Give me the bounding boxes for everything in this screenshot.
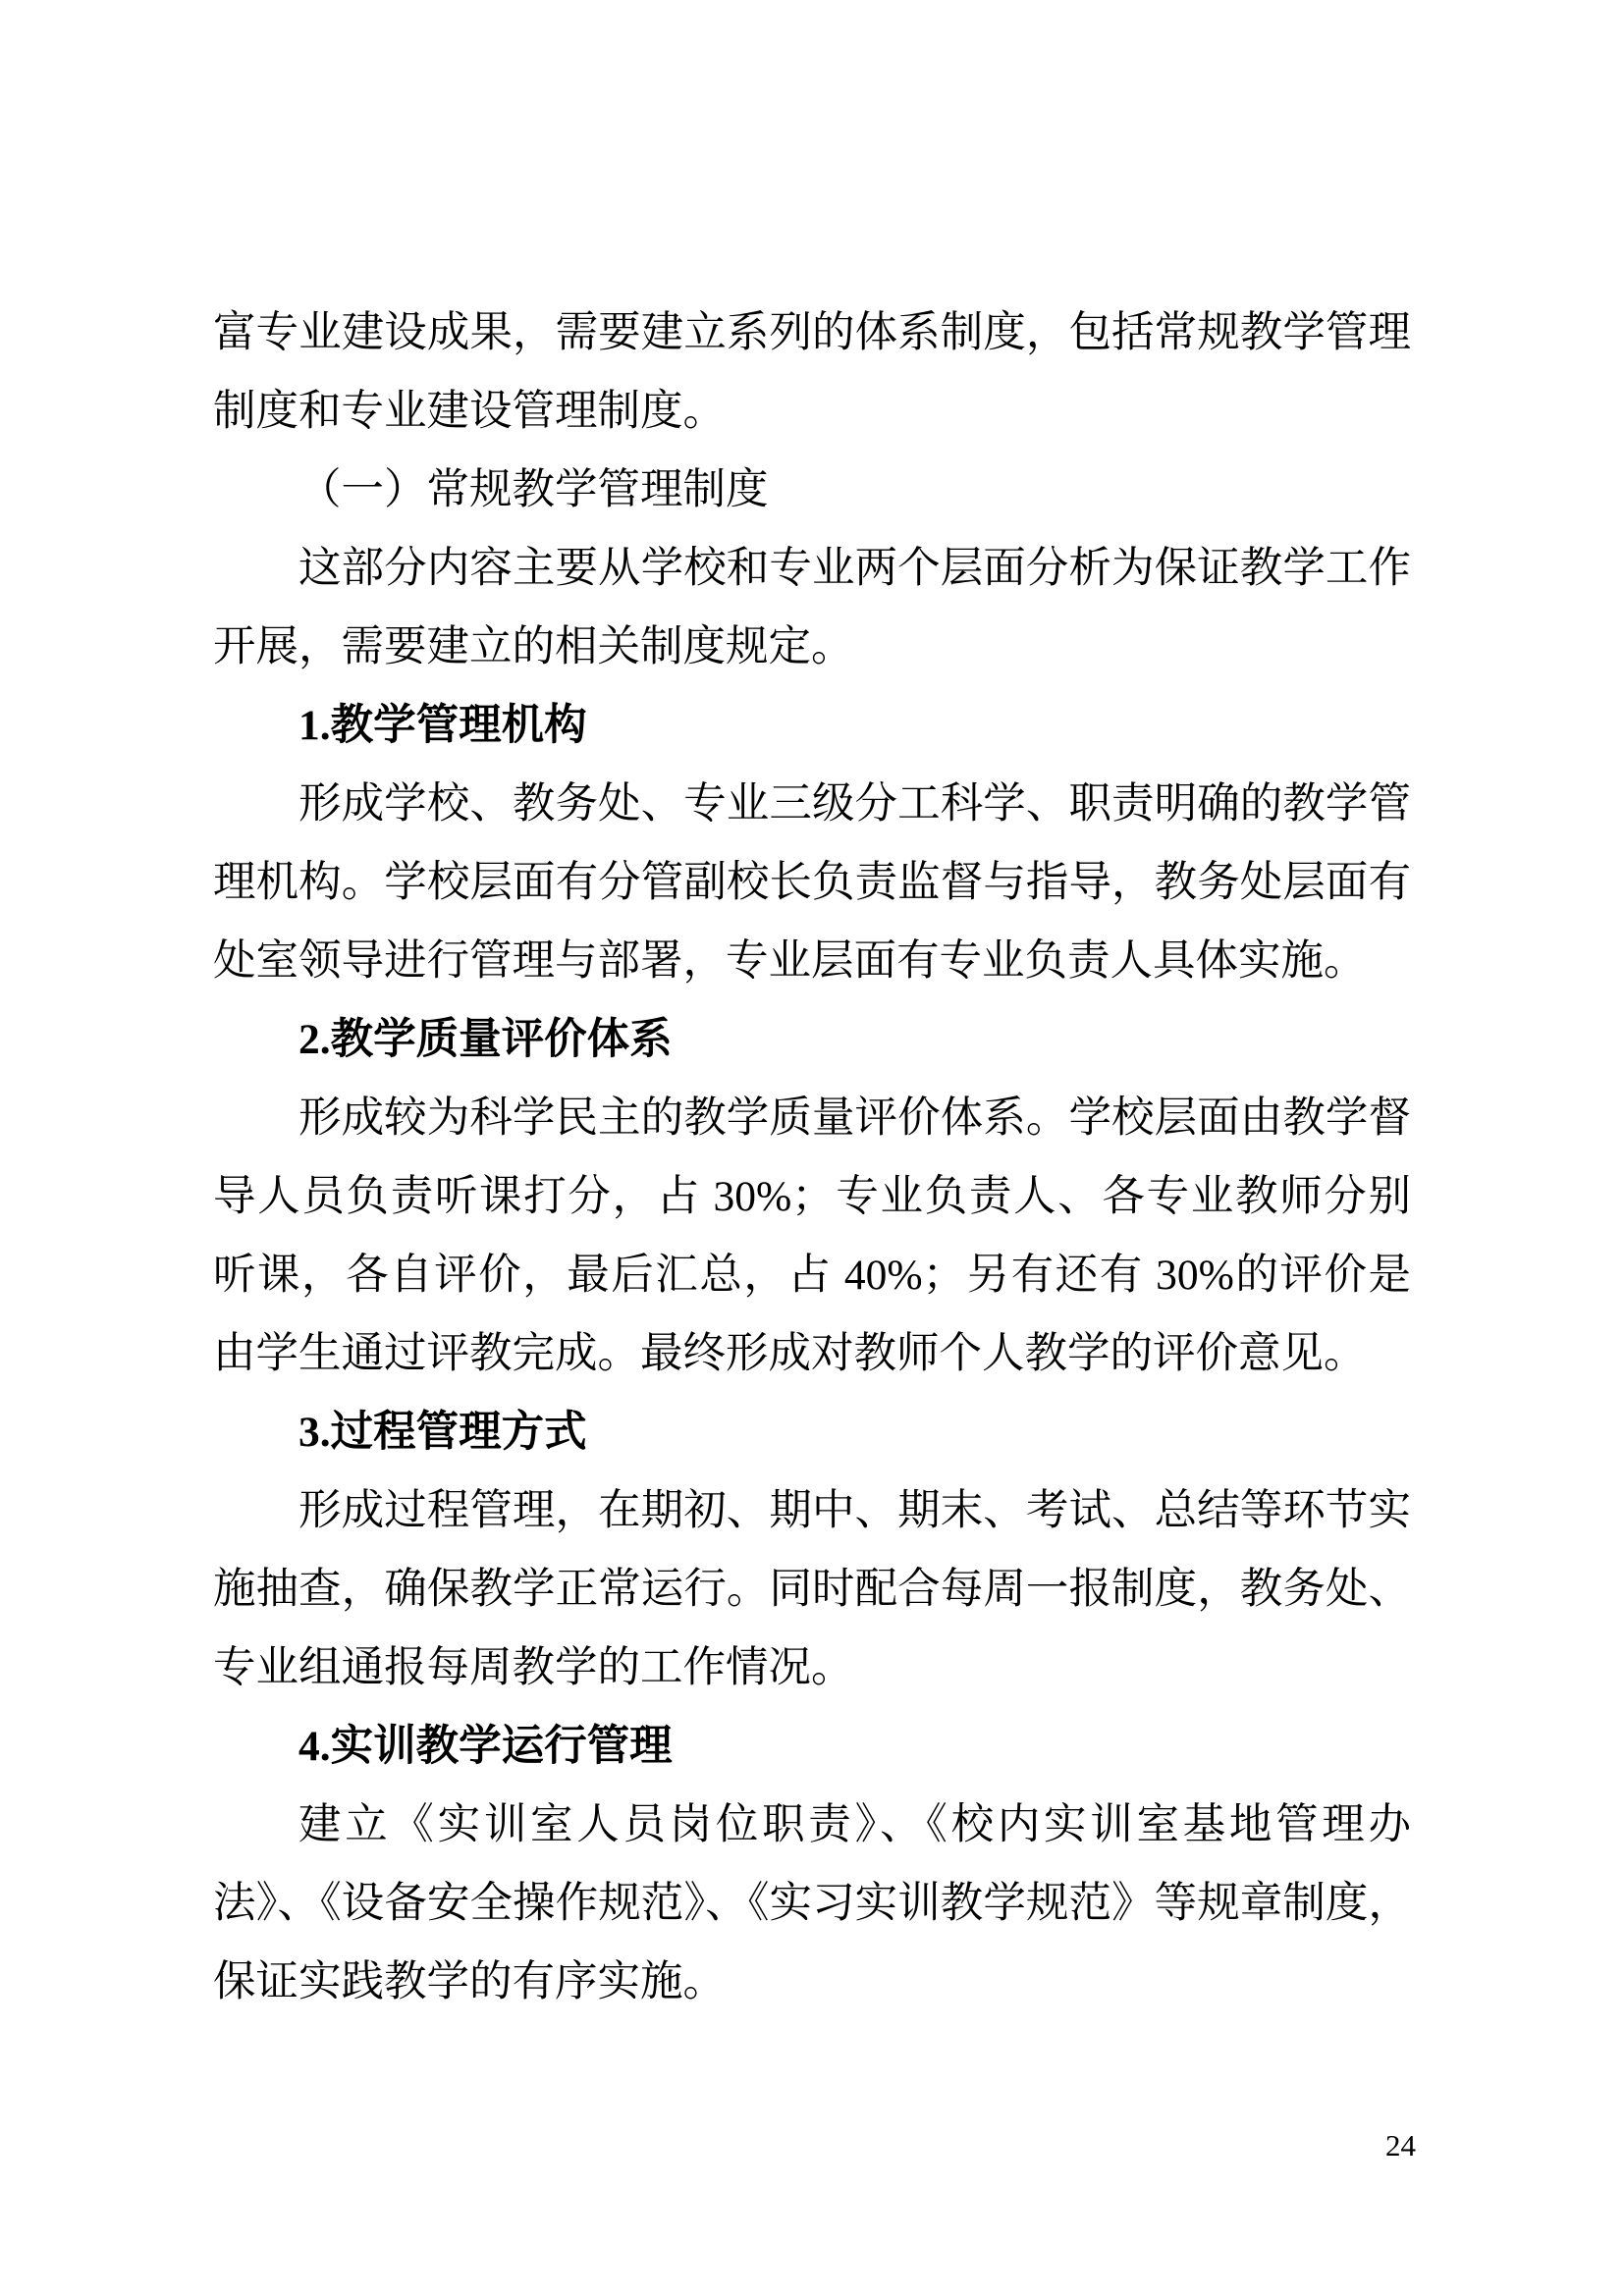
document-content	[213, 294, 1411, 2021]
sub-heading-4-practical-training-management: 4.实训教学运行管理	[298, 1723, 673, 1770]
sub-heading-3-process-management: 3.过程管理方式	[298, 1409, 587, 1456]
sub-heading-1-teaching-management-structure: 1.教学管理机构	[298, 702, 587, 749]
sub-heading-2-quality-evaluation-system: 2.教学质量评价体系	[298, 1016, 673, 1063]
paragraph-process-management: 形成过程管理，在期初、期中、期末、考试、总结等环节实施抽查，确保教学正常运行。同时配合每周一报制度，教务处、专业组通报每周教学的工作情况。	[213, 1487, 1411, 1691]
paragraph-intro: 这部分内容主要从学校和专业两个层面分析为保证教学工作开展，需要建立的相关制度规定。	[213, 545, 1411, 670]
paragraph-continued: 富专业建设成果，需要建立系列的体系制度，包括常规教学管理制度和专业建设管理制度。	[213, 309, 1411, 435]
paragraph-practical-training-management: 建立《实训室人员岗位职责》、《校内实训室基地管理办法》、《设备安全操作规范》、《实习实训教学规范》等规章制度，保证实践教学的有序实施。	[213, 1801, 1411, 2005]
section-heading-1: （一）常规教学管理制度	[298, 466, 769, 513]
page-number: 24	[1385, 2128, 1416, 2163]
paragraph-teaching-management-structure: 形成学校、教务处、专业三级分工科学、职责明确的教学管理机构。学校层面有分管副校长负责监督与指导，教务处层面有处室领导进行管理与部署，专业层面有专业负责人具体实施。	[213, 780, 1411, 985]
paragraph-quality-evaluation-system: 形成较为科学民主的教学质量评价体系。学校层面由教学督导人员负责听课打分，占 30%；专业负责人、各专业教师分别听课，各自评价，最后汇总，占 40%；另有还有 30%的评价是由学生通过评教完成。最终形成对教师个人教学的评价意见。	[213, 1095, 1411, 1377]
